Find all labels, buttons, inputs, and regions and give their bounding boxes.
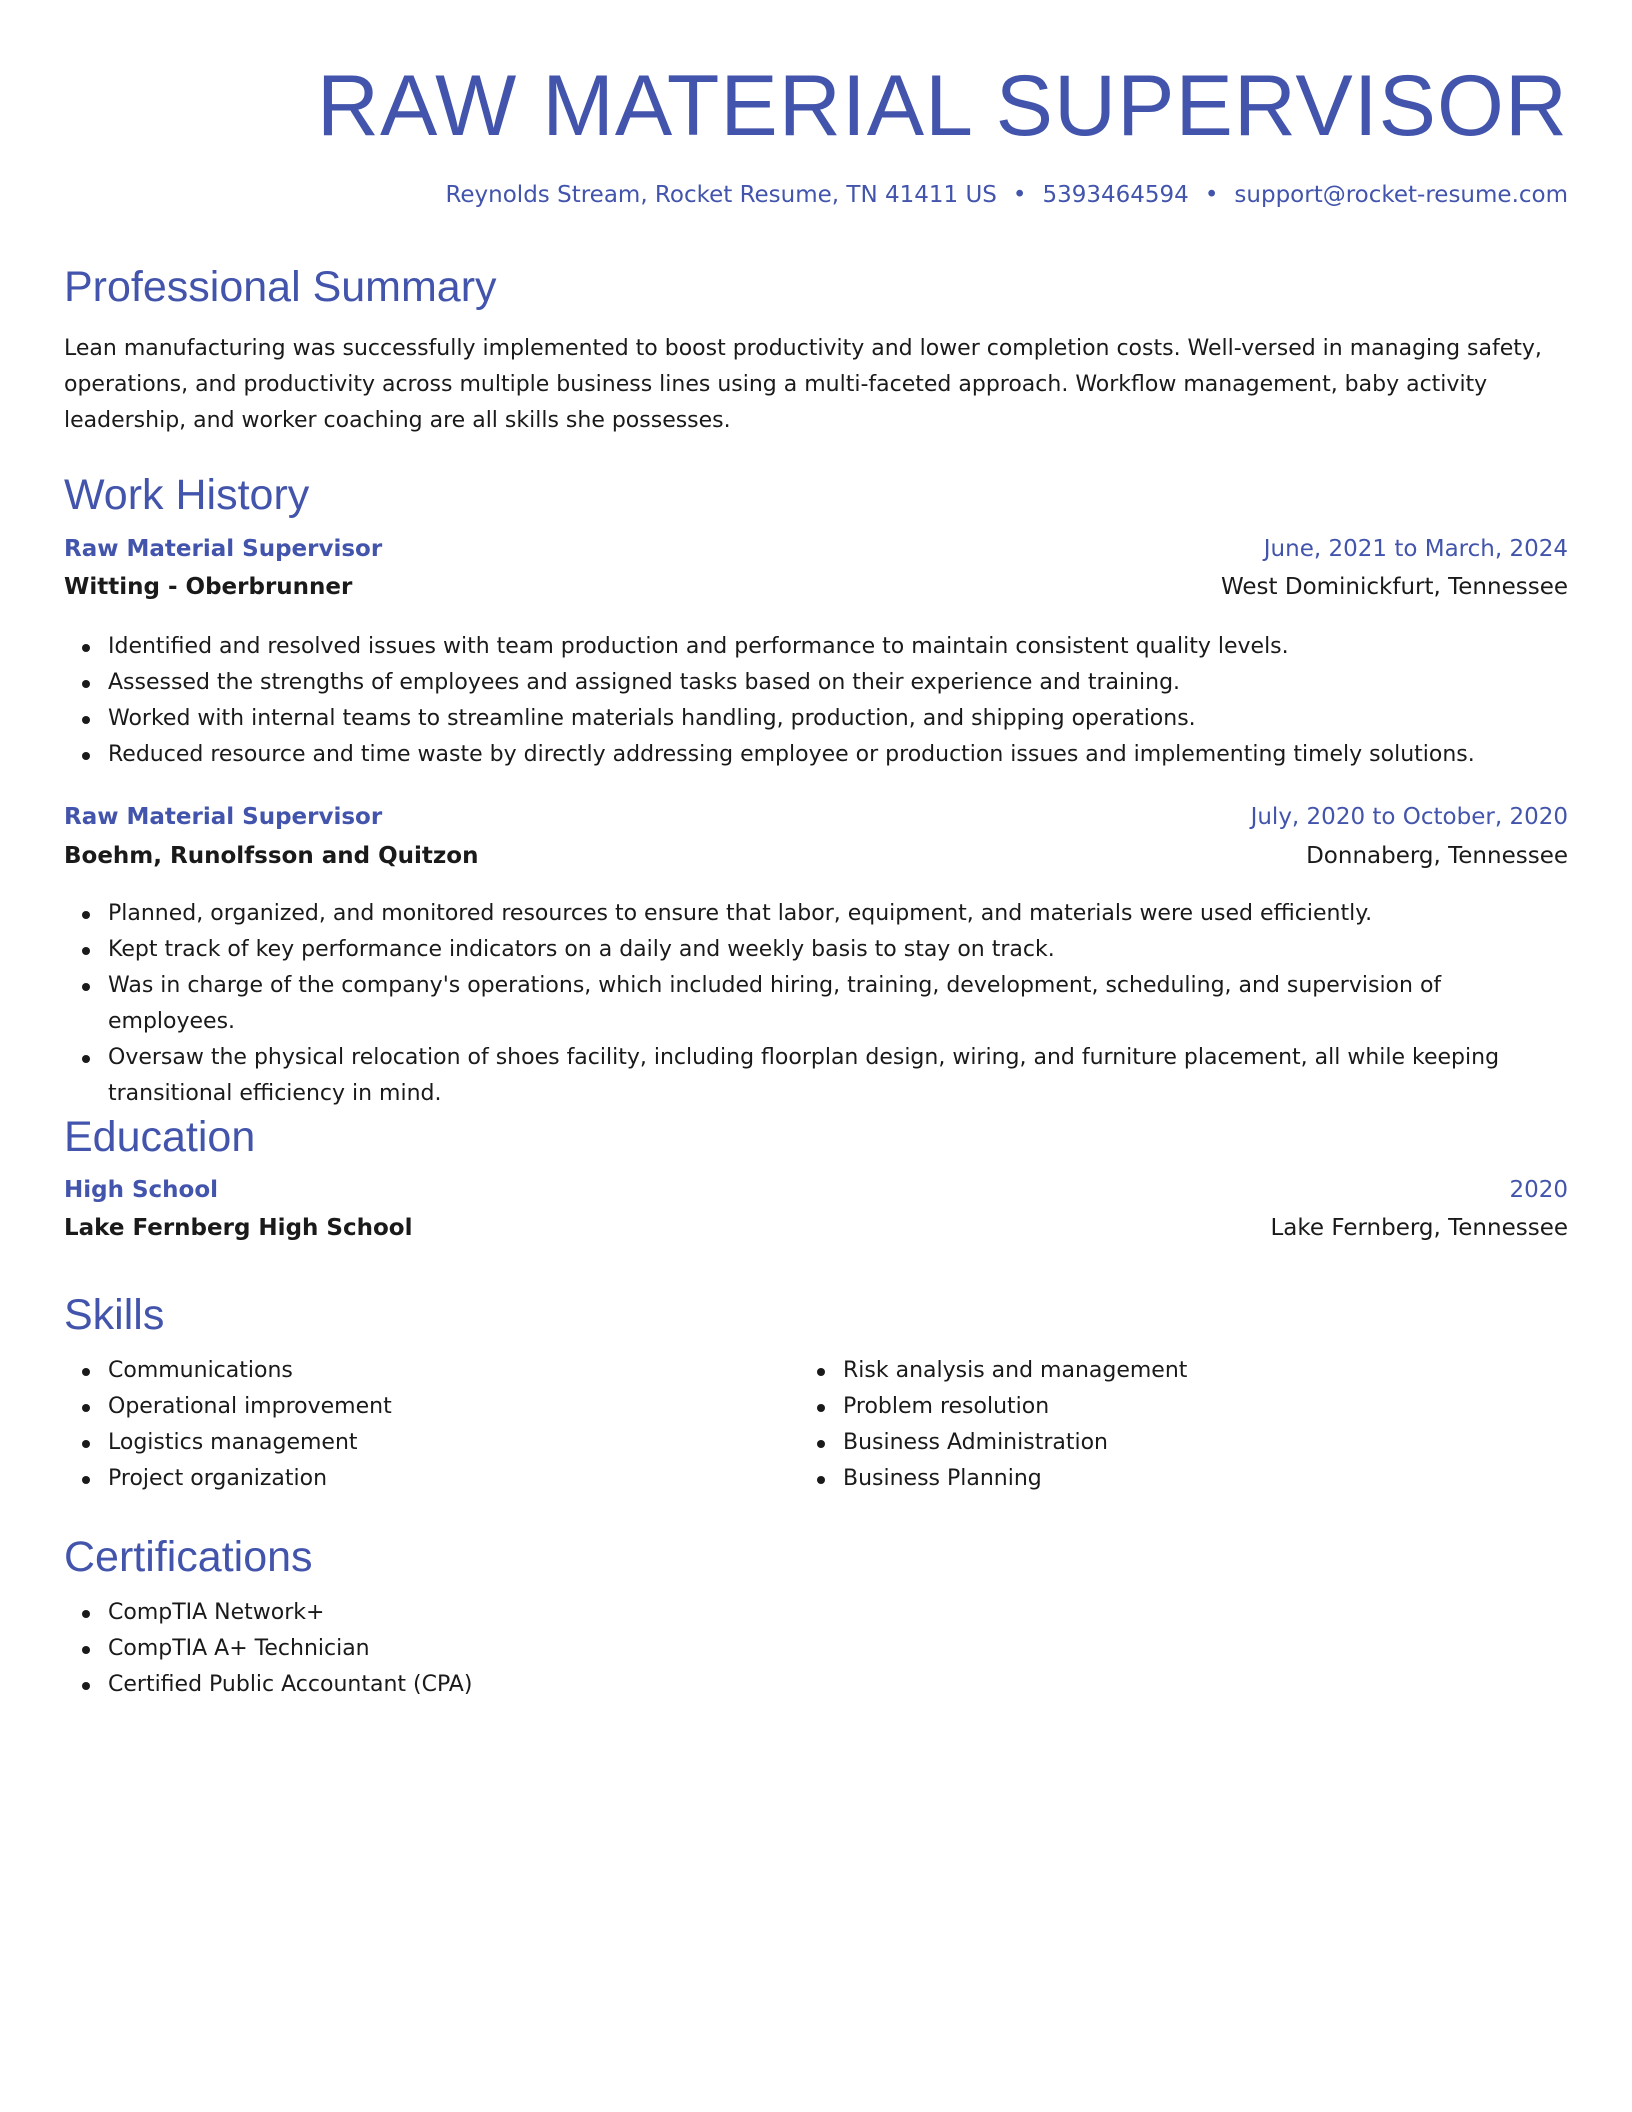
list-item: Worked with internal teams to streamline materials handling, production, and shipping operations. xyxy=(108,701,1568,737)
certifications-list xyxy=(64,1595,1568,1703)
education-title-row xyxy=(64,1177,1568,1203)
job-2-title-row xyxy=(64,804,1568,830)
education-year: 2020 xyxy=(1509,1177,1568,1203)
education-school: Lake Fernberg High School xyxy=(64,1215,413,1241)
job-2-location: Donnaberg, Tennessee xyxy=(1306,843,1568,869)
contact-separator: • xyxy=(1204,182,1219,208)
list-item: Problem resolution xyxy=(843,1389,1568,1425)
contact-phone: 5393464594 xyxy=(1042,182,1189,208)
job-2-bullets xyxy=(64,896,1568,1112)
list-item: Risk analysis and management xyxy=(843,1353,1568,1389)
list-item: Certified Public Accountant (CPA) xyxy=(108,1667,1568,1703)
education-school-row xyxy=(64,1215,1568,1241)
contact-line xyxy=(445,180,1568,210)
job-2-dates: July, 2020 to October, 2020 xyxy=(1250,804,1568,830)
skills-heading: Skills xyxy=(64,1291,165,1339)
summary-heading: Professional Summary xyxy=(64,263,497,311)
job-1-role: Raw Material Supervisor xyxy=(64,536,383,562)
skills-list-left xyxy=(64,1353,794,1497)
resume-name: RAW MATERIAL SUPERVISOR xyxy=(316,58,1568,154)
job-1-location: West Dominickfurt, Tennessee xyxy=(1221,574,1568,600)
summary-text: Lean manufacturing was successfully implemented to boost productivity and lower completion costs. Well-versed in managing safety, operations, and productivity across multiple business lines using a multi-faceted approach. Workflow management, baby activity leadership, and worker coaching are all skills she possesses. xyxy=(64,336,1542,433)
list-item: Assessed the strengths of employees and assigned tasks based on their experience and training. xyxy=(108,665,1568,701)
job-1-company: Witting - Oberbrunner xyxy=(64,574,353,600)
list-item: CompTIA Network+ xyxy=(108,1595,1568,1631)
skills-list-right xyxy=(799,1353,1568,1497)
list-item: Was in charge of the company's operations, which included hiring, training, development, scheduling, and supervision of employees. xyxy=(108,968,1568,1040)
contact-address: Reynolds Stream, Rocket Resume, TN 41411 US xyxy=(445,182,997,208)
job-2-company: Boehm, Runolfsson and Quitzon xyxy=(64,843,479,869)
list-item: Operational improvement xyxy=(108,1389,794,1425)
list-item: CompTIA A+ Technician xyxy=(108,1631,1568,1667)
work-history-heading: Work History xyxy=(64,471,310,519)
list-item: Business Administration xyxy=(843,1425,1568,1461)
list-item: Reduced resource and time waste by directly addressing employee or production issues and implementing timely solutions. xyxy=(108,737,1568,773)
education-degree: High School xyxy=(64,1177,219,1203)
education-location: Lake Fernberg, Tennessee xyxy=(1270,1215,1568,1241)
contact-separator: • xyxy=(1012,182,1027,208)
contact-email[interactable]: support@rocket-resume.com xyxy=(1234,182,1568,208)
list-item: Logistics management xyxy=(108,1425,794,1461)
list-item: Kept track of key performance indicators on a daily and weekly basis to stay on track. xyxy=(108,932,1568,968)
job-1-dates: June, 2021 to March, 2024 xyxy=(1263,536,1568,562)
education-heading: Education xyxy=(64,1113,256,1161)
job-1-company-row xyxy=(64,574,1568,600)
list-item: Communications xyxy=(108,1353,794,1389)
list-item: Project organization xyxy=(108,1461,794,1497)
job-2-role: Raw Material Supervisor xyxy=(64,804,383,830)
list-item: Planned, organized, and monitored resources to ensure that labor, equipment, and materials were used efficiently. xyxy=(108,896,1568,932)
list-item: Oversaw the physical relocation of shoes facility, including floorplan design, wiring, and furniture placement, all while keeping transitional efficiency in mind. xyxy=(108,1040,1568,1112)
job-1-title-row xyxy=(64,536,1568,562)
job-1-bullets xyxy=(64,629,1568,773)
certifications-heading: Certifications xyxy=(64,1533,313,1581)
job-2-company-row xyxy=(64,843,1568,869)
list-item: Identified and resolved issues with team production and performance to maintain consistent quality levels. xyxy=(108,629,1568,665)
list-item: Business Planning xyxy=(843,1461,1568,1497)
